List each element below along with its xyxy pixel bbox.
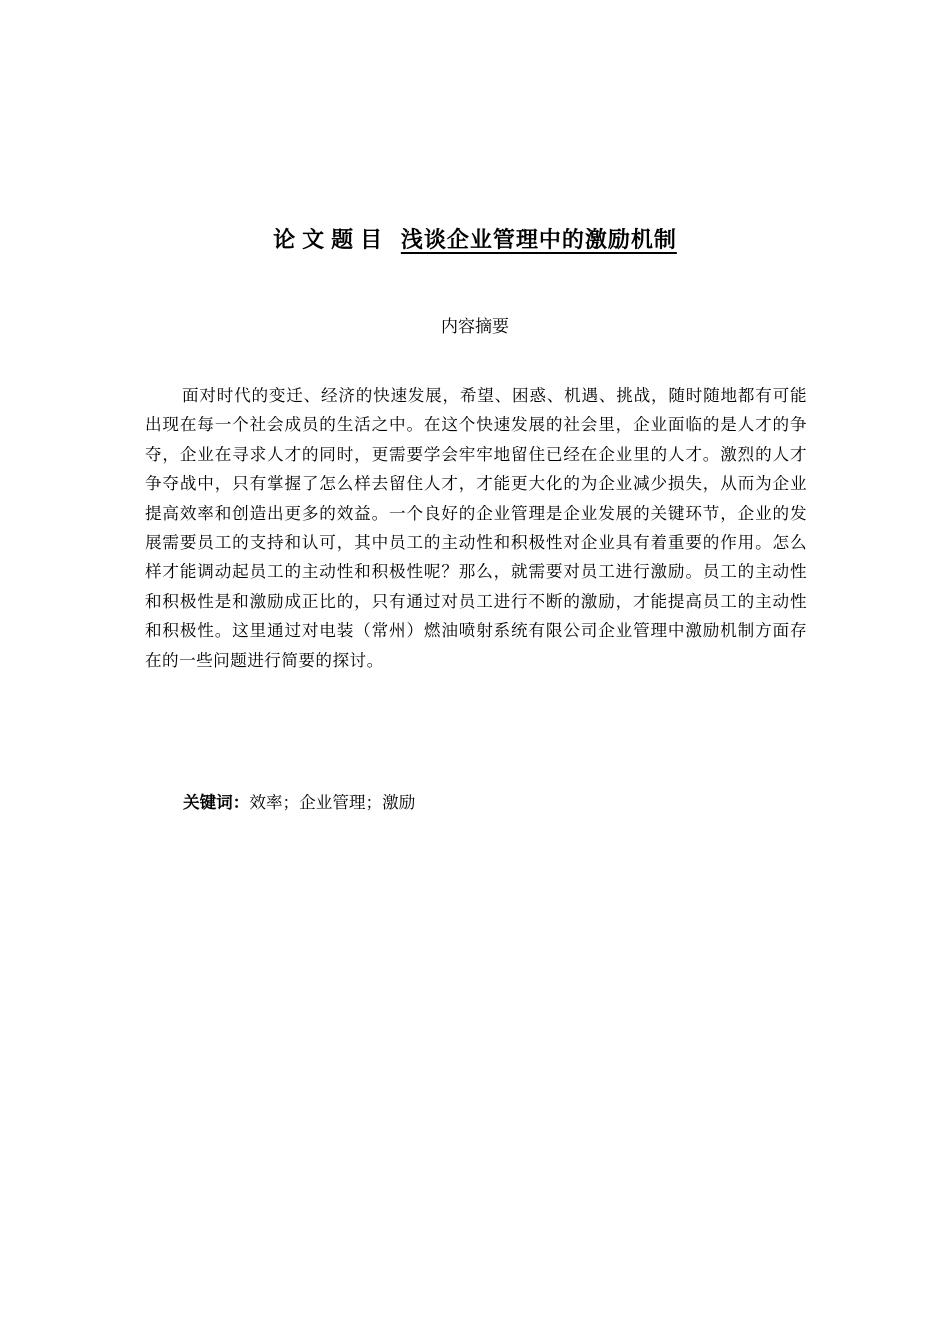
- abstract-heading: 内容摘要: [441, 317, 509, 337]
- thesis-title: [0, 225, 950, 257]
- keywords-label: 关键词：: [183, 793, 250, 812]
- thesis-title-label: 论文题目: [273, 228, 390, 253]
- keywords-line: [183, 788, 415, 817]
- abstract-body: 面对时代的变迁、经济的快速发展，希望、困惑、机遇、挑战，随时随地都有可能出现在每一个社会成员的生活之中。在这个快速发展的社会里，企业面临的是人才的争夺，企业在寻求人才的同时，更需要学会牢牢地留住已经在企业里的人才。激烈的人才争夺战中，只有掌握了怎么样去留住人才，才能更大化的为企业减少损失，从而为企业提高效率和创造出更多的效益。一个良好的企业管理是企业发展的关键环节，企业的发展需要员工的支持和认可，其中员工的主动性和积极性对企业具有着重要的作用。怎么样才能调动起员工的主动性和积极性呢？那么，就需要对员工进行激励。员工的主动性和积极性是和激励成正比的，只有通过对员工进行不断的激励，才能提高员工的主动性和积极性。这里通过对电装（常州）燃油喷射系统有限公司企业管理中激励机制方面存在的一些问题进行简要的探讨。: [145, 386, 807, 670]
- keywords-text: 效率；企业管理；激励: [249, 793, 416, 812]
- thesis-title-text: 浅谈企业管理中的激励机制: [400, 228, 677, 253]
